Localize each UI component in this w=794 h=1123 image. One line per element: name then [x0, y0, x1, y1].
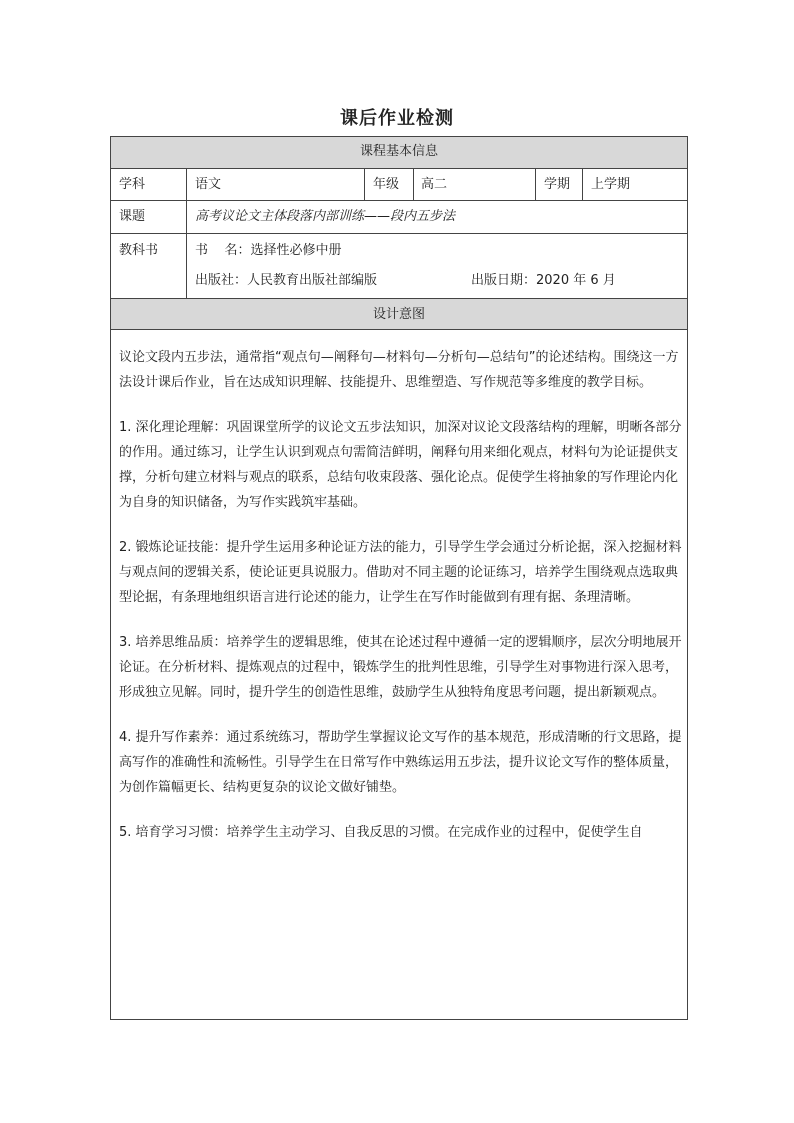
book-name: 书 名：选择性必修中册 [195, 243, 342, 258]
publish-date: 出版日期：2020 年 6 月 [471, 273, 616, 288]
paragraph-4: 4. 提升写作素养：通过系统练习，帮助学生掌握议论文写作的基本规范，形成清晰的行文思路，提高写作的准确性和流畅性。引导学生在日常写作中熟练运用五步法，提升议论文写作的整体质量，为创作篇幅更长、结构更复杂的议论文做好铺垫。 [119, 730, 682, 795]
textbook-label: 教科书 [119, 243, 159, 258]
paragraph-2: 2. 锻炼论证技能：提升学生运用多种论证方法的能力，引导学生学会通过分析论据，深入挖掘材料与观点间的逻辑关系，使论证更具说服力。借助对不同主题的论证练习，培养学生围绕观点选取典型论据，有条理地组织语言进行论述的能力，让学生在写作时能做到有理有据、条理清晰。 [119, 540, 682, 605]
term-value: 上学期 [591, 177, 631, 192]
page-title: 课后作业检测 [340, 108, 454, 129]
term-label: 学期 [544, 177, 571, 192]
topic-label: 课题 [119, 209, 146, 224]
textbook-row [111, 234, 687, 299]
paragraph-intro: 议论文段内五步法，通常指“观点句—阐释句—材料句—分析句—总结句”的论述结构。围绕这一方法设计课后作业，旨在达成知识理解、技能提升、思维塑造、写作规范等多维度的教学目标。 [119, 350, 679, 390]
publisher: 出版社：人民教育出版社部编版 [195, 273, 378, 288]
subject-label: 学科 [119, 177, 146, 192]
subject-row [111, 169, 687, 201]
subject-value: 语文 [195, 177, 222, 192]
section-header-basic-label: 课程基本信息 [359, 144, 438, 159]
paragraph-3: 3. 培养思维品质：培养学生的逻辑思维，使其在论述过程中遵循一定的逻辑顺序，层次分明地展开论证。在分析材料、提炼观点的过程中，锻炼学生的批判性思维，引导学生对事物进行深入思考，形成独立见解。同时，提升学生的创造性思维，鼓励学生从独特角度思考问题，提出新颖观点。 [119, 635, 682, 700]
design-body [119, 345, 685, 865]
topic-row [111, 201, 687, 234]
topic-value: 高考议论文主体段落内部训练——段内五步法 [195, 209, 456, 224]
paragraph-5: 5. 培育学习习惯：培养学生主动学习、自我反思的习惯。在完成作业的过程中，促使学生自 [119, 825, 643, 840]
info-table [110, 136, 688, 1020]
section-header-design [111, 299, 687, 330]
section-header-design-label: 设计意图 [372, 307, 425, 322]
grade-label: 年级 [373, 177, 400, 192]
section-header-basic [111, 137, 687, 169]
grade-value: 高二 [421, 177, 448, 192]
paragraph-1: 1. 深化理论理解：巩固课堂所学的议论文五步法知识，加深对议论文段落结构的理解，明晰各部分的作用。通过练习，让学生认识到观点句需简洁鲜明，阐释句用来细化观点，材料句为论证提供支撑，分析句建立材料与观点的联系，总结句收束段落、强化论点。促使学生将抽象的写作理论内化为自身的知识储备，为写作实践筑牢基础。 [119, 420, 682, 510]
